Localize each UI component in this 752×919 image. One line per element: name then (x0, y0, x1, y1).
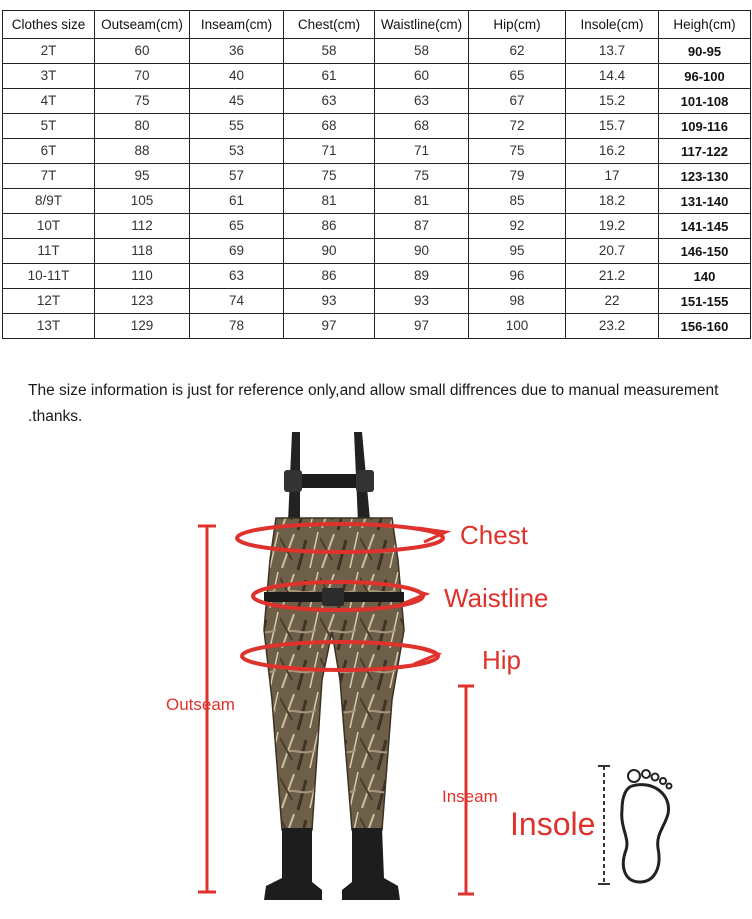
size-disclaimer-note: The size information is just for reference only,and allow small diffrences due to manual measurement .thanks. (28, 381, 719, 425)
measurement-cell: 13.7 (566, 39, 659, 64)
measurement-cell: 22 (566, 289, 659, 314)
measurement-cell: 141-145 (659, 214, 751, 239)
measurement-cell: 71 (375, 139, 469, 164)
measurement-cell: 53 (190, 139, 284, 164)
measurement-cell: 96 (469, 264, 566, 289)
size-cell: 2T (3, 39, 95, 64)
measurement-cell: 69 (190, 239, 284, 264)
measurement-cell: 90 (375, 239, 469, 264)
size-cell: 12T (3, 289, 95, 314)
header-cell: Insole(cm) (566, 11, 659, 39)
measurement-cell: 60 (375, 64, 469, 89)
table-row (3, 214, 751, 239)
boots-icon (264, 828, 400, 900)
header-cell: Inseam(cm) (190, 11, 284, 39)
measurement-cell: 151-155 (659, 289, 751, 314)
size-cell: 10T (3, 214, 95, 239)
header-cell: Outseam(cm) (95, 11, 190, 39)
measurement-cell: 101-108 (659, 89, 751, 114)
measurement-cell: 55 (190, 114, 284, 139)
header-cell: Hip(cm) (469, 11, 566, 39)
size-chart-table (2, 10, 751, 339)
measurement-cell: 71 (284, 139, 375, 164)
measurement-cell: 57 (190, 164, 284, 189)
measurement-cell: 75 (375, 164, 469, 189)
table-header-row (3, 11, 751, 39)
measurement-cell: 97 (284, 314, 375, 339)
header-cell: Heigh(cm) (659, 11, 751, 39)
measurement-cell: 65 (469, 64, 566, 89)
table-row (3, 314, 751, 339)
chest-label: Chest (460, 520, 528, 550)
measurement-cell: 90-95 (659, 39, 751, 64)
measurement-cell: 96-100 (659, 64, 751, 89)
measurement-cell: 15.7 (566, 114, 659, 139)
header-cell: Waistline(cm) (375, 11, 469, 39)
table-row (3, 264, 751, 289)
measurement-cell: 100 (469, 314, 566, 339)
measurement-cell: 61 (190, 189, 284, 214)
table-row (3, 164, 751, 189)
measurement-cell: 65 (190, 214, 284, 239)
measurement-cell: 85 (469, 189, 566, 214)
measurement-cell: 86 (284, 214, 375, 239)
measurement-cell: 17 (566, 164, 659, 189)
measurement-cell: 89 (375, 264, 469, 289)
measurement-cell: 19.2 (566, 214, 659, 239)
measurement-cell: 118 (95, 239, 190, 264)
foot-icon (598, 766, 672, 884)
table-row (3, 239, 751, 264)
measurement-cell: 14.4 (566, 64, 659, 89)
measurement-cell: 75 (284, 164, 375, 189)
table-body (3, 39, 751, 339)
measurement-cell: 88 (95, 139, 190, 164)
measurement-cell: 90 (284, 239, 375, 264)
measurement-cell: 63 (284, 89, 375, 114)
measurement-cell: 58 (375, 39, 469, 64)
measurement-cell: 123 (95, 289, 190, 314)
measurement-cell: 15.2 (566, 89, 659, 114)
measurement-cell: 21.2 (566, 264, 659, 289)
measurement-cell: 95 (95, 164, 190, 189)
measurement-cell: 58 (284, 39, 375, 64)
table-row (3, 189, 751, 214)
measurement-cell: 81 (375, 189, 469, 214)
wader-body-icon (264, 518, 404, 830)
measurement-cell: 40 (190, 64, 284, 89)
measurement-cell: 105 (95, 189, 190, 214)
table-row (3, 114, 751, 139)
measurement-cell: 18.2 (566, 189, 659, 214)
measurement-cell: 79 (469, 164, 566, 189)
header-cell: Clothes size (3, 11, 95, 39)
size-cell: 13T (3, 314, 95, 339)
measurement-cell: 87 (375, 214, 469, 239)
measurement-cell: 80 (95, 114, 190, 139)
measurement-cell: 68 (284, 114, 375, 139)
measurement-cell: 78 (190, 314, 284, 339)
measurement-cell: 81 (284, 189, 375, 214)
measurement-diagram (0, 410, 752, 919)
measurement-cell: 110 (95, 264, 190, 289)
measurement-cell: 86 (284, 264, 375, 289)
measurement-cell: 146-150 (659, 239, 751, 264)
header-cell: Chest(cm) (284, 11, 375, 39)
measurement-cell: 75 (95, 89, 190, 114)
table-row (3, 89, 751, 114)
size-cell: 5T (3, 114, 95, 139)
measurement-cell: 68 (375, 114, 469, 139)
measurement-cell: 62 (469, 39, 566, 64)
measurement-cell: 67 (469, 89, 566, 114)
measurement-cell: 140 (659, 264, 751, 289)
table-row (3, 289, 751, 314)
measurement-cell: 45 (190, 89, 284, 114)
size-cell: 3T (3, 64, 95, 89)
measurement-cell: 123-130 (659, 164, 751, 189)
measurement-cell: 112 (95, 214, 190, 239)
wader-illustration (0, 410, 752, 919)
measurement-cell: 20.7 (566, 239, 659, 264)
size-cell: 4T (3, 89, 95, 114)
measurement-cell: 75 (469, 139, 566, 164)
inseam-label: Inseam (442, 787, 498, 806)
measurement-cell: 70 (95, 64, 190, 89)
insole-label: Insole (510, 806, 596, 842)
size-cell: 8/9T (3, 189, 95, 214)
measurement-cell: 23.2 (566, 314, 659, 339)
table-row (3, 64, 751, 89)
table-row (3, 139, 751, 164)
measurement-cell: 93 (284, 289, 375, 314)
measurement-cell: 74 (190, 289, 284, 314)
measurement-cell: 36 (190, 39, 284, 64)
measurement-cell: 63 (375, 89, 469, 114)
table-row (3, 39, 751, 64)
hip-label: Hip (482, 645, 522, 675)
measurement-cell: 95 (469, 239, 566, 264)
measurement-cell: 16.2 (566, 139, 659, 164)
measurement-cell: 117-122 (659, 139, 751, 164)
measurement-cell: 61 (284, 64, 375, 89)
size-cell: 11T (3, 239, 95, 264)
size-cell: 7T (3, 164, 95, 189)
measurement-cell: 92 (469, 214, 566, 239)
measurement-cell: 156-160 (659, 314, 751, 339)
measurement-cell: 109-116 (659, 114, 751, 139)
measurement-cell: 97 (375, 314, 469, 339)
waistline-label: Waistline (444, 583, 549, 613)
measurement-cell: 93 (375, 289, 469, 314)
measurement-cell: 72 (469, 114, 566, 139)
measurement-cell: 131-140 (659, 189, 751, 214)
size-cell: 6T (3, 139, 95, 164)
measurement-cell: 98 (469, 289, 566, 314)
size-cell: 10-11T (3, 264, 95, 289)
measurement-cell: 60 (95, 39, 190, 64)
strap-icon (284, 432, 374, 522)
measurement-cell: 63 (190, 264, 284, 289)
outseam-label: Outseam (166, 695, 235, 714)
measurement-cell: 129 (95, 314, 190, 339)
